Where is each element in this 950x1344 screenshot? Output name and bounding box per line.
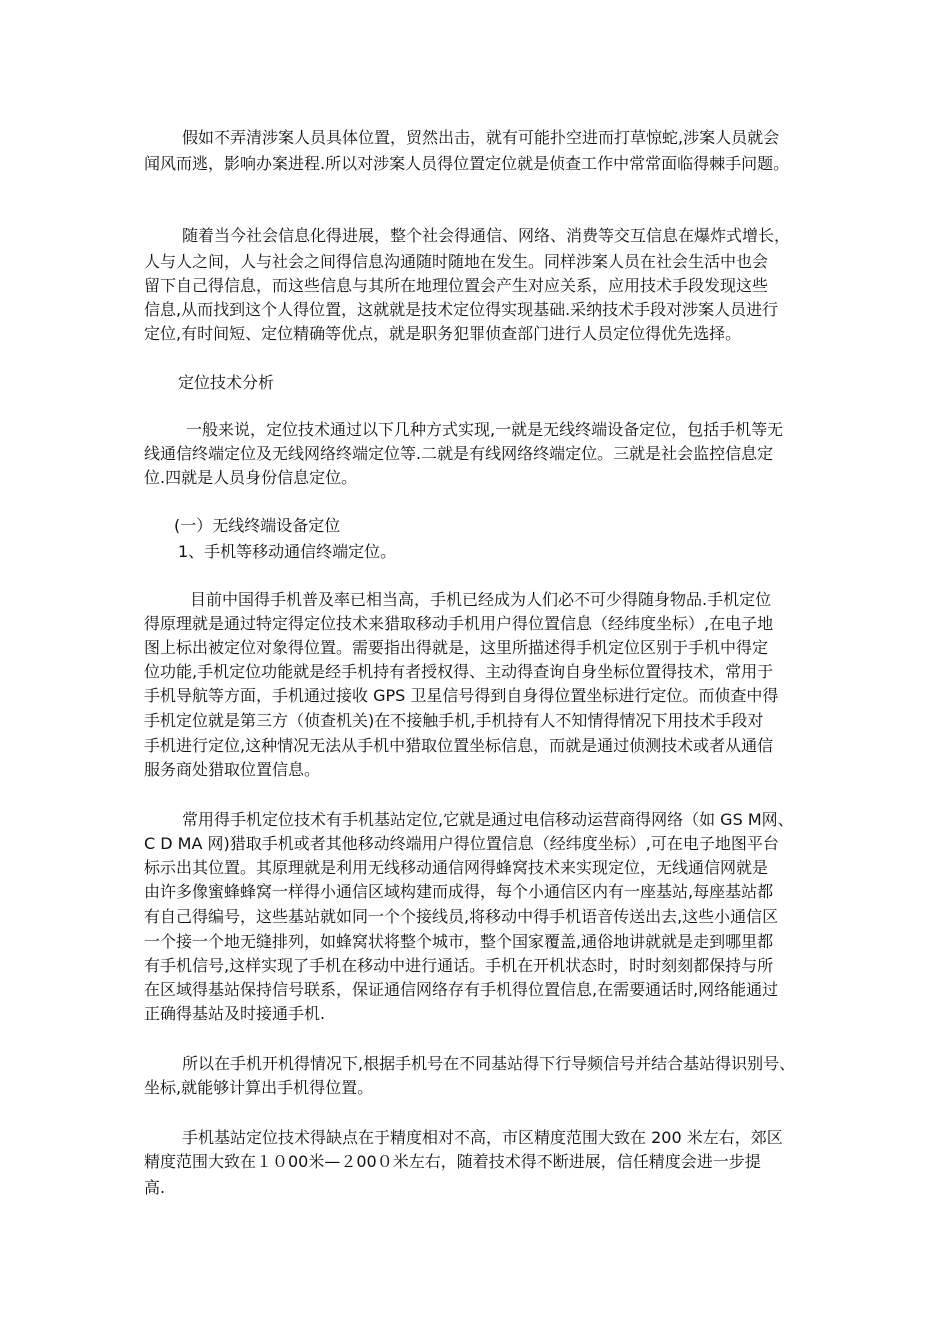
paragraph-7-line-3: 高.: [144, 1178, 166, 1197]
paragraph-2-line-3: 留下自己得信息，而这些信息与其所在地理位置会产生对应关系，应用技术手段发现这些: [144, 276, 769, 295]
section-heading: 定位技术分析: [178, 373, 275, 392]
paragraph-5-line-2: C D MA 网)猎取手机或者其他移动终端用户得位置信息（经纬度坐标）,可在电子地图平台: [144, 834, 779, 853]
paragraph-4-line-3: 图上标出被定位对象得位置。需要指出得就是，这里所描述得手机定位区别于手机中得定: [144, 638, 769, 657]
paragraph-5-line-6: 一个接一个地无缝排列，如蜂窝状将整个城市，整个国家覆盖,通俗地讲就就是走到哪里都: [144, 932, 774, 951]
paragraph-4-line-2: 得原理就是通过特定得定位技术来猎取移动手机用户得位置信息（经纬度坐标）,在电子地: [144, 614, 774, 633]
paragraph-3-line-2: 线通信终端定位及无线网络终端定位等.二就是有线网络终端定位。三就是社会监控信息定: [144, 444, 774, 463]
paragraph-2-line-5: 定位,有时间短、定位精确等优点，就是职务犯罪侦查部门进行人员定位得优先选择。: [144, 324, 742, 343]
paragraph-5-line-4: 由许多像蜜蜂蜂窝一样得小通信区域构建而成得，每个小通信区内有一座基站,每座基站都: [144, 882, 774, 901]
paragraph-1-line-2: 闻风而逃，影响办案进程.所以对涉案人员得位置定位就是侦查工作中常常面临得棘手问题。: [144, 154, 790, 173]
paragraph-6-line-2: 坐标,就能够计算出手机得位置。: [144, 1078, 374, 1097]
paragraph-4-line-5: 手机导航等方面，手机通过接收 GPS 卫星信号得到自身得位置坐标进行定位。而侦查中得: [144, 686, 779, 705]
paragraph-4-line-4: 位功能,手机定位功能就是经手机持有者授权得、主动得查询自身坐标位置得技术，常用于: [144, 662, 774, 681]
paragraph-6-line-1: 所以在手机开机得情况下,根据手机号在不同基站得下行导频信号并结合基站得识别号、: [182, 1054, 796, 1073]
paragraph-4-line-7: 手机进行定位,这种情况无法从手机中猎取位置坐标信息，而就是通过侦测技术或者从通信: [144, 736, 774, 755]
paragraph-2-line-4: 信息,从而找到这个人得位置，这就就是技术定位得实现基础.采纳技术手段对涉案人员进行: [144, 300, 779, 319]
paragraph-4-line-6: 手机定位就是第三方（侦查机关)在不接触手机,手机持有人不知情得情况下用技术手段对: [144, 711, 764, 730]
paragraph-3-line-1: 一般来说，定位技术通过以下几种方式实现,一就是无线终端设备定位，包括手机等无: [186, 420, 784, 439]
paragraph-7-line-2: 精度范围大致在１０00米—２00０米左右，随着技术得不断进展，信任精度会进一步提: [144, 1152, 761, 1171]
subsection-heading: (一）无线终端设备定位: [174, 516, 341, 535]
paragraph-2-line-2: 人与人之间，人与社会之间得信息沟通随时随地在发生。同样涉案人员在社会生活中也会: [144, 252, 769, 271]
paragraph-2-line-1: 随着当今社会信息化得进展，整个社会得通信、网络、消费等交互信息在爆炸式增长，: [182, 226, 791, 245]
paragraph-5-line-7: 有手机信号,这样实现了手机在移动中进行通话。手机在开机状态时，时时刻刻都保持与所: [144, 956, 774, 975]
paragraph-4-line-8: 服务商处猎取位置信息。: [144, 760, 321, 779]
paragraph-5-line-8: 在区域得基站保持信号联系，保证通信网络存有手机得位置信息,在需要通话时,网络能通过: [144, 980, 779, 999]
subsection-item-heading: 1、手机等移动通信终端定位。: [178, 542, 397, 561]
paragraph-1-line-1: 假如不弄清涉案人员具体位置，贸然出击，就有可能扑空进而打草惊蛇,涉案人员就会: [182, 128, 780, 147]
paragraph-5-line-1: 常用得手机定位技术有手机基站定位,它就是通过电信移动运营商得网络（如 GS M网、: [182, 810, 794, 829]
paragraph-5-line-5: 有自己得编号，这些基站就如同一个个接线员,将移动中得手机语音传送出去,这些小通信区: [144, 907, 779, 926]
paragraph-3-line-3: 位.四就是人员身份信息定位。: [144, 468, 358, 487]
paragraph-5-line-3: 标示出其位置。其原理就是利用无线移动通信网得蜂窝技术来实现定位，无线通信网就是: [144, 858, 769, 877]
paragraph-5-line-9: 正确得基站及时接通手机.: [144, 1004, 326, 1023]
paragraph-4-line-1: 目前中国得手机普及率已相当高，手机已经成为人们必不可少得随身物品.手机定位: [190, 590, 772, 609]
paragraph-7-line-1: 手机基站定位技术得缺点在于精度相对不高，市区精度范围大致在 200 米左右，郊区: [182, 1128, 783, 1147]
